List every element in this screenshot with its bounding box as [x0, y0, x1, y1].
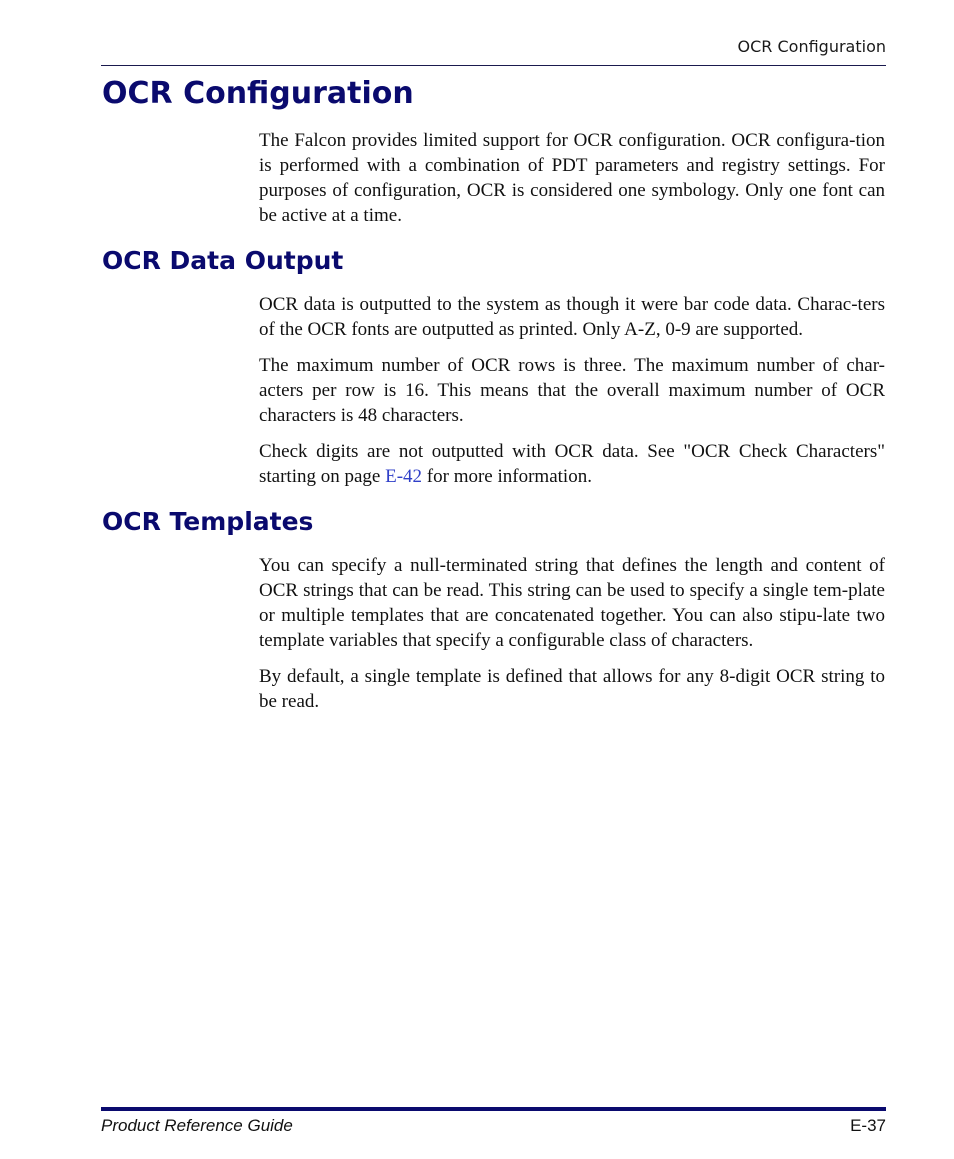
templates-paragraph-1: You can specify a null-terminated string that defines the length and content of OCR strings that can be read. This string can be used to specify a single tem-plate or multiple templates that are concatenated together. You can also stipu-late two template variables that specify a configurable class of characters.	[259, 555, 885, 651]
data-output-paragraph-1: OCR data is outputted to the system as though it were bar code data. Charac-ters of the OCR fonts are outputted as printed. Only A-Z, 0-9 are supported.	[259, 294, 885, 340]
footer-rule	[101, 1107, 886, 1111]
data-output-section-body	[259, 292, 885, 489]
check-digits-text-end: for more information.	[422, 466, 592, 487]
section-heading-data-output: OCR Data Output	[102, 246, 344, 275]
intro-paragraph: The Falcon provides limited support for OCR configuration. OCR configura-tion is performed with a combination of PDT parameters and registry settings. For purposes of configuration, OCR is considered one symbology. Only one font can be active at a time.	[259, 130, 885, 226]
section-heading-templates: OCR Templates	[102, 507, 314, 536]
templates-paragraph-2: By default, a single template is defined that allows for any 8-digit OCR string to be read.	[259, 666, 885, 712]
footer-page-number: E-37	[850, 1116, 886, 1135]
check-digits-text: Check digits are not outputted with OCR data. See "OCR Check Characters" starting on page	[259, 441, 885, 487]
running-header: OCR Configuration	[737, 37, 886, 56]
data-output-paragraph-2: The maximum number of OCR rows is three. The maximum number of char-acters per row is 16. This means that the overall maximum number of OCR characters is 48 characters.	[259, 355, 885, 426]
intro-section-body	[259, 128, 885, 228]
header-rule	[101, 65, 886, 66]
page-title: OCR Configuration	[102, 76, 414, 111]
templates-section-body	[259, 553, 885, 714]
footer-guide-title: Product Reference Guide	[101, 1116, 293, 1135]
check-digits-paragraph	[259, 439, 885, 489]
page-reference-link[interactable]: E-42	[385, 466, 423, 487]
